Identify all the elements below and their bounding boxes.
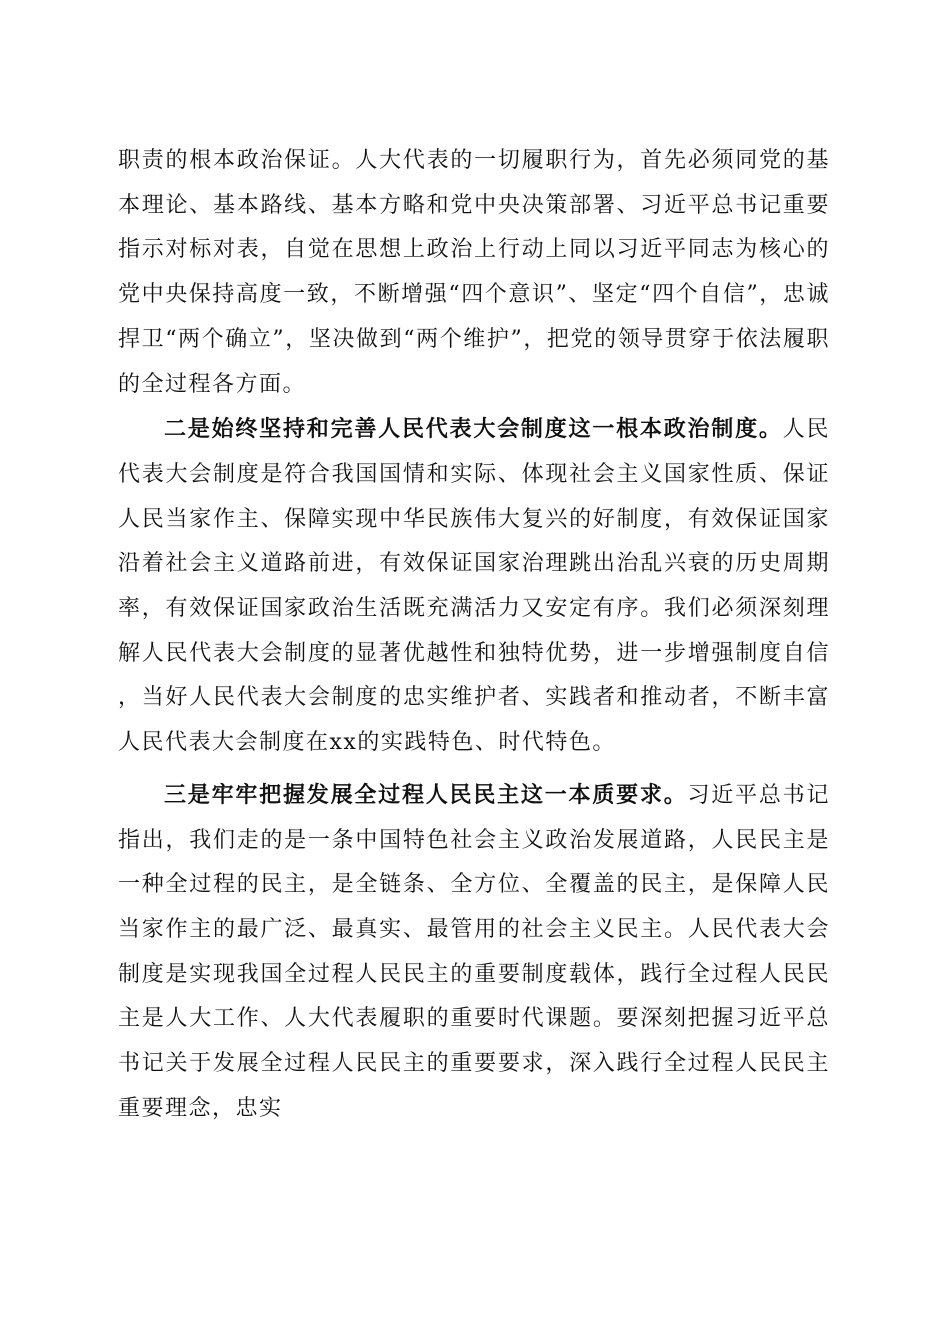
paragraph-3-heading: 三是牢牢把握发展全过程人民民主这一本质要求。 <box>164 781 688 808</box>
document-body <box>118 139 830 1131</box>
paragraph-1 <box>118 139 830 407</box>
paragraph-3 <box>118 773 830 1132</box>
paragraph-3-text: 习近平总书记指出，我们走的是一条中国特色社会主义政治发展道路，人民民主是一种全过程的民主，是全链条、全方位、全覆盖的民主，是保障人民当家作主的最广泛、最真实、最管用的社会主义民主。人民代表大会制度是实现我国全过程人民民主的重要制度载体，践行全过程人民民主是人大工作、人大代表履职的重要时代课题。要深刻把握习近平总书记关于发展全过程人民民主的重要要求，深入践行全过程人民民主重要理念，忠实 <box>118 782 830 1121</box>
paragraph-2-text: 人民代表大会制度是符合我国国情和实际、体现社会主义国家性质、保证人民当家作主、保障实现中华民族伟大复兴的好制度，有效保证国家沿着社会主义道路前进，有效保证国家治理跳出治乱兴衰的历史周期率，有效保证国家政治生活既充满活力又安定有序。我们必须深刻理解人民代表大会制度的显著优越性和独特优势，进一步增强制度自信，当好人民代表大会制度的忠实维护者、实践者和推动者，不断丰富人民代表大会制度在xx的实践特色、时代特色。 <box>118 417 830 756</box>
paragraph-2-heading: 二是始终坚持和完善人民代表大会制度这一根本政治制度。 <box>164 416 783 443</box>
paragraph-1-text: 职责的根本政治保证。人大代表的一切履职行为，首先必须同党的基本理论、基本路线、基本方略和党中央决策部署、习近平总书记重要指示对标对表，自觉在思想上政治上行动上同以习近平同志为核心的党中央保持高度一致，不断增强“四个意识”、坚定“四个自信”，忠诚捍卫“两个确立”，坚决做到“两个维护”，把党的领导贯穿于依法履职的全过程各方面。 <box>118 148 830 397</box>
paragraph-2 <box>118 407 830 766</box>
